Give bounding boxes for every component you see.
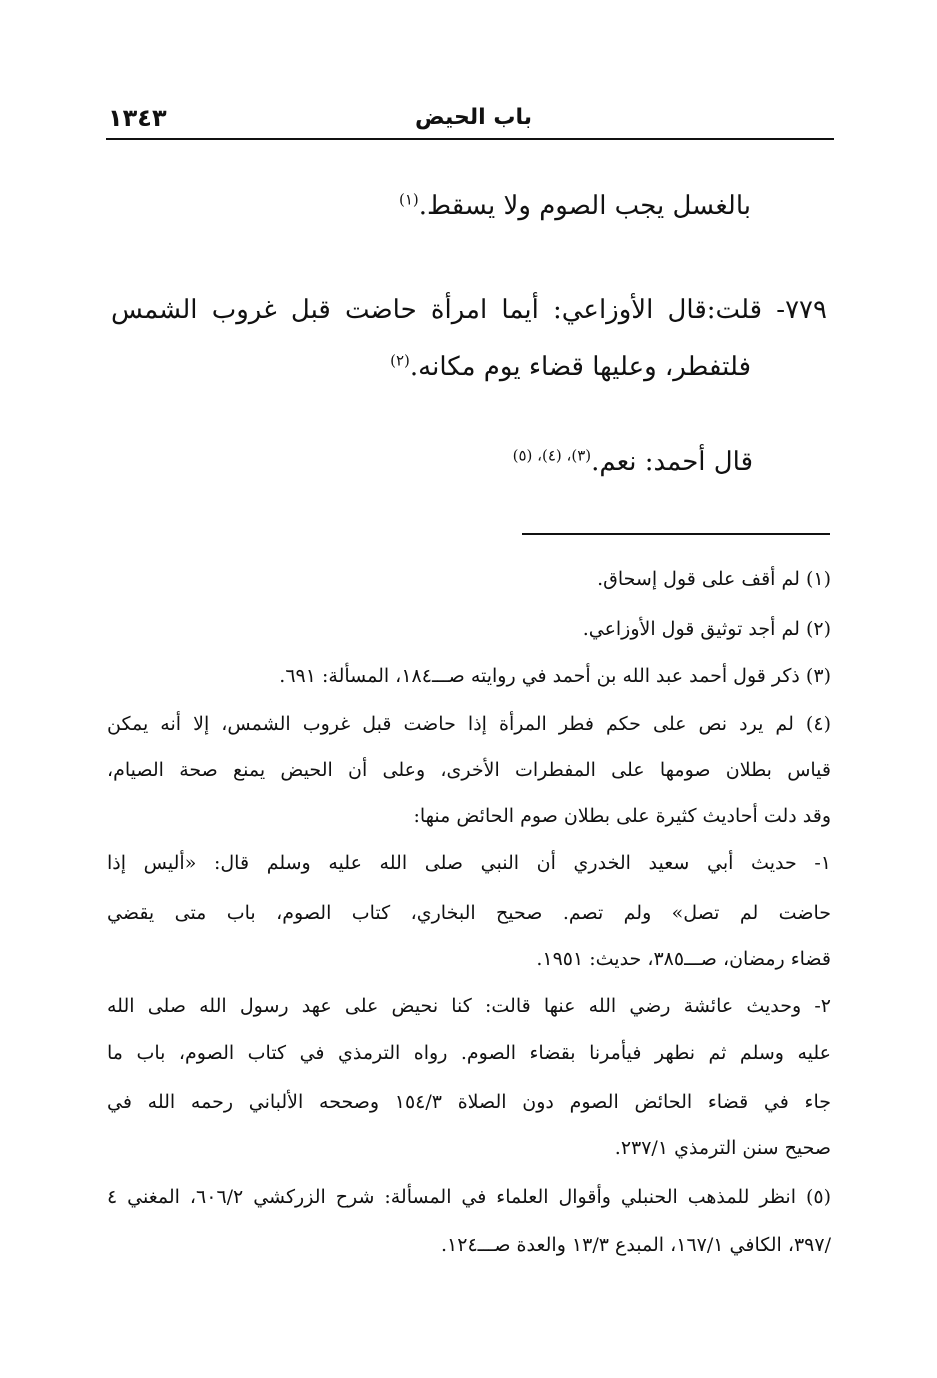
footnote-4-line-4: ١- حديث أبي سعيد الخدري أن النبي صلى الله عليه وسلم قال: «أليس إذا [107, 852, 831, 874]
footnote-4-line-6: قضاء رمضان، صـــ٣٨٥، حديث: ١٩٥١. [536, 948, 831, 970]
question-779-line-1: ٧٧٩- قلت:قال الأوزاعي: أيما امرأة حاضت قبل غروب الشمس [111, 295, 827, 325]
footnote-ref: (٢) [390, 351, 410, 370]
running-header [108, 102, 832, 136]
header-divider [106, 138, 834, 140]
footnote-4-line-7: ٢- وحديث عائشة رضي الله عنها قالت: كنا نحيض على عهد رسول الله صلى الله [107, 995, 831, 1017]
chapter-title: باب الحيض [415, 105, 532, 130]
footnote-ref: (١) [398, 190, 419, 209]
footnote-refs: (٣)، (٤)، (٥) [512, 446, 592, 465]
footnote-1: (١) لم أقف على قول إسحاق. [597, 568, 831, 590]
answer-line [513, 442, 753, 482]
page-number: ١٣٤٣ [108, 104, 167, 132]
footnote-4-line-10: صحيح سنن الترمذي ٢٣٧/١. [614, 1137, 831, 1159]
body-text: بالغسل يجب الصوم ولا يسقط. [418, 191, 751, 221]
footnote-3: (٣) ذكر قول أحمد عبد الله بن أحمد في روايته صـــ١٨٤، المسألة: ٦٩١. [279, 665, 831, 687]
answer-text: قال أحمد: نعم. [591, 447, 753, 477]
footnote-2: (٢) لم أجد توثيق قول الأوزاعي. [582, 618, 831, 640]
footnote-5-line-1: (٥) انظر للمذهب الحنبلي وأقوال العلماء في المسألة: شرح الزركشي ٦٠٦/٢، المغني ٤ [107, 1186, 831, 1208]
body-text: فلتفطر، وعليها قضاء يوم مكانه. [409, 352, 751, 382]
footnote-4-line-2: قياس بطلان صومها على المفطرات الأخرى، وعلى أن الحيض يمنع صحة الصيام، [107, 759, 831, 781]
footnote-4-line-9: جاء في قضاء الحائض الصوم دون الصلاة ١٥٤/٣ وصححه الألباني رحمه الله في [107, 1091, 831, 1113]
footnote-4-line-5: حاضت لم تصل» ولم تصم. صحيح البخاري، كتاب الصوم، باب متى يقضي [107, 902, 831, 924]
footnote-divider [522, 533, 830, 535]
body-line-1 [399, 186, 751, 226]
footnote-5-line-2: /٣٩٧، الكافي ١٦٧/١، المبدع ١٣/٣ والعدة صـــ١٢٤. [440, 1234, 831, 1256]
footnote-4-line-3: وقد دلت أحاديث كثيرة على بطلان صوم الحائض منها: [413, 805, 831, 827]
footnote-4-line-8: عليه وسلم ثم نطهر فيأمرنا بقضاء الصوم. رواه الترمذي في كتاب الصوم، باب ما [107, 1042, 831, 1064]
question-779-line-2 [390, 347, 751, 387]
footnote-4-line-1: (٤) لم يرد نص على حكم فطر المرأة إذا حاضت قبل غروب الشمس، إلا أنه يمكن [107, 713, 831, 735]
